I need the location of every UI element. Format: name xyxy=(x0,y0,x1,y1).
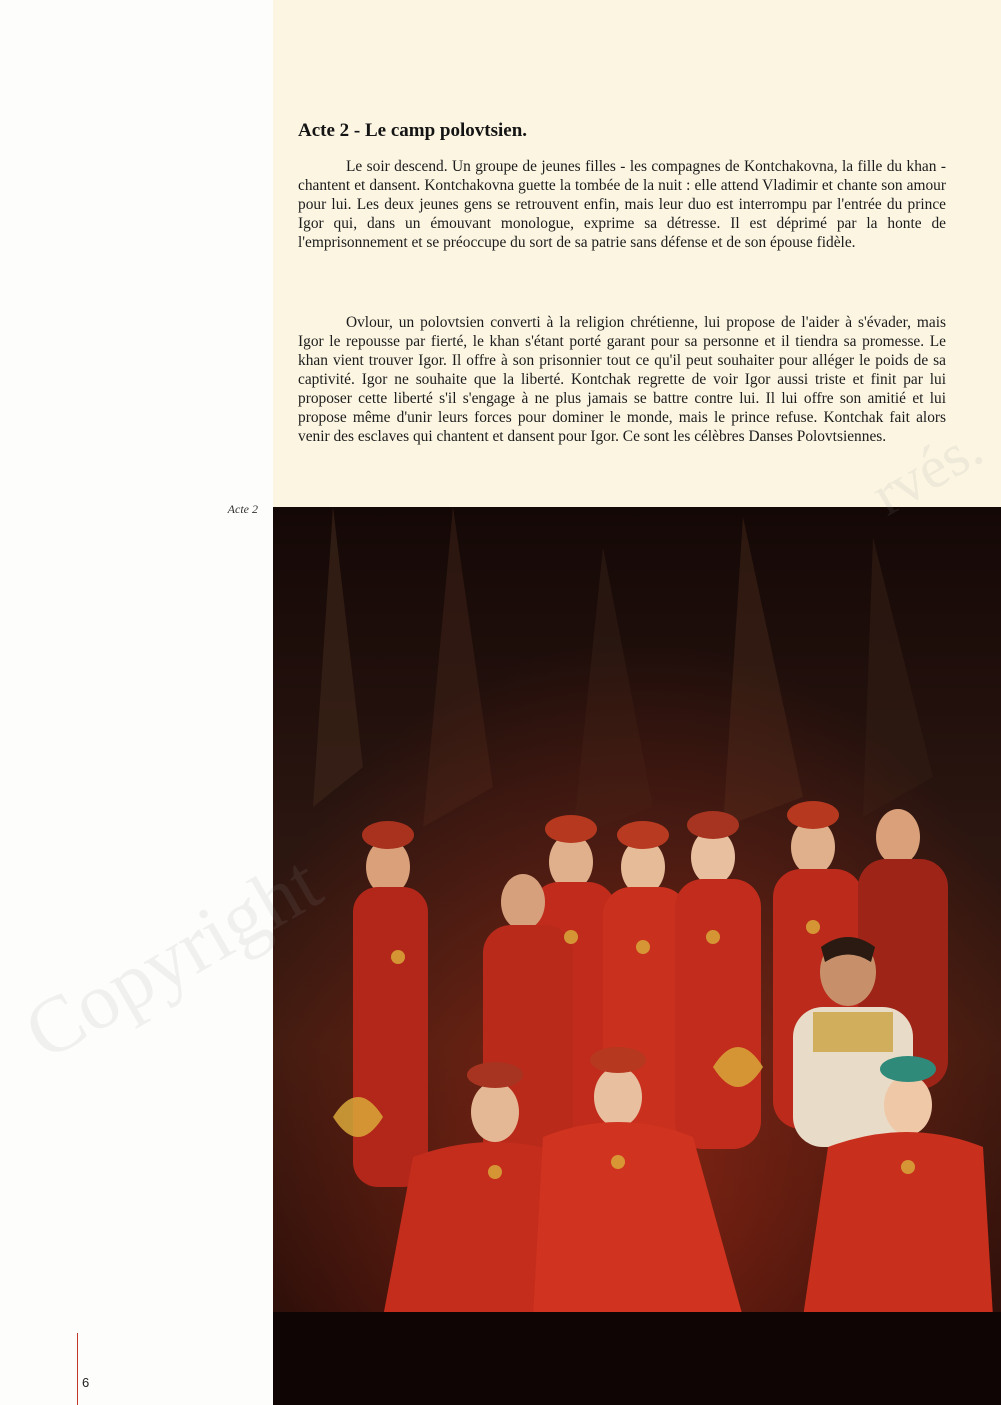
page-number: 6 xyxy=(82,1375,90,1390)
photo-caption: Acte 2 xyxy=(227,502,258,516)
section-title: Acte 2 - Le camp polovtsien. xyxy=(298,120,528,141)
left-margin xyxy=(0,0,273,1405)
stage-photo-illustration xyxy=(273,507,1001,1405)
paragraph-1: Le soir descend. Un groupe de jeunes filles - les compagnes de Kontchakovna, la fille du khan - chantent et dansent. Kontchakovna guette la tombée de la nuit : elle attend Vladimir et chante son amour pour lui. Les deux jeunes gens se retrouvent enfin, mais leur duo est interrompu par l'entrée du prince Igor qui, dans un émouvant monologue, exprime sa détresse. Il est déprimé par la honte de l'emprisonnement et se préoccupe du sort de sa patrie sans défense et de son épouse fidèle. xyxy=(298,158,946,251)
stage-photo xyxy=(273,507,1001,1405)
page-accent-rule xyxy=(77,1333,78,1405)
paragraph-2: Ovlour, un polovtsien converti à la religion chrétienne, lui propose de l'aider à s'évader, mais Igor le repousse par fierté, le khan s'étant porté garant pour sa personne et il tiendra sa promesse. Le khan vient trouver Igor. Il offre à son prisonnier tout ce qu'il peut souhaiter pour alléger le poids de sa captivité. Igor ne souhaite que la liberté. Kontchak regrette de voir Igor aussi triste et finit par lui proposer cette liberté s'il s'engage à ne plus jamais se battre contre lui. Il lui offre son amitié et lui propose même d'unir leurs forces pour dominer le monde, mais le prince refuse. Kontchak fait alors venir des esclaves qui chantent et dansent pour Igor. Ce sont les célèbres Danses Polovtsiennes. xyxy=(298,314,946,445)
